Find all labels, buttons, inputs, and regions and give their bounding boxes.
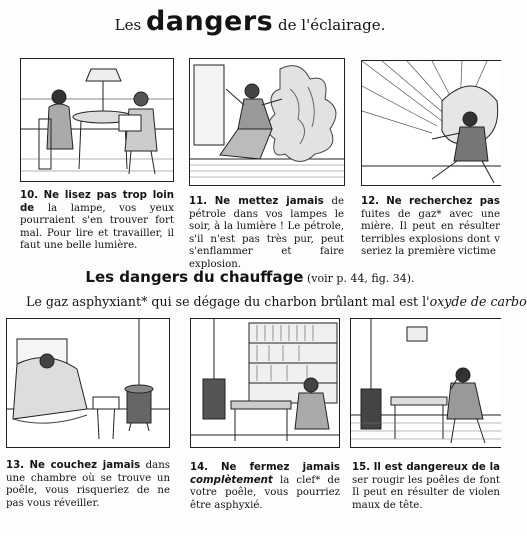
title-reference: (voir p. 44, fig. 34).: [306, 272, 415, 285]
caption-text: dans une chambre où se trouve un poêle, vous risqueriez de ne pas vous réveiller.: [6, 460, 170, 509]
intro-paragraph: [26, 294, 527, 309]
illustration-gas-explosion: [361, 60, 501, 186]
caption-bold-italic-text: complètement: [190, 474, 273, 486]
caption-bold-text: Ne lisez pas trop loin de: [20, 190, 174, 214]
intro-italic: oxyde de carbo: [429, 294, 527, 309]
caption-text: de pétrole dans vos lampes le soir, à la lumière ! Le pétrole, s'il n'est pas très pur, peut s'enflammer et faire explosion.: [189, 196, 344, 270]
caption-number: 14.: [190, 462, 209, 473]
caption-text: ser rougir les poêles de font Il peut en résulter de violen maux de tête.: [352, 474, 500, 511]
caption-13: [6, 460, 170, 510]
illustration-bedroom-stove: [6, 318, 170, 448]
caption-text: la lampe, vos yeux pourraient s'en trouver fort mal. Pour lire et travailler, il faut une belle lumière.: [20, 202, 174, 252]
caption-bold-text: Ne couchez jamais: [29, 460, 141, 471]
caption-10: [20, 190, 174, 253]
title-prefix: Les: [114, 16, 142, 34]
caption-bold-text: Ne recherchez pas: [386, 196, 500, 207]
caption-bold-text: Ne mettez jamais: [214, 196, 324, 207]
title-main: Les dangers du chauffage: [85, 268, 304, 286]
illustration-study-stove: [190, 318, 340, 448]
caption-number: 10.: [20, 190, 39, 201]
caption-12: [361, 196, 500, 258]
caption-number: 12.: [361, 196, 380, 207]
caption-14: [190, 462, 340, 512]
section-title-eclairage: [0, 6, 500, 37]
title-main: dangers: [145, 6, 274, 37]
caption-15: [352, 462, 500, 516]
intro-text: Le gaz asphyxiant* qui se dégage du charbon brûlant mal est l': [26, 294, 430, 309]
caption-text: fuites de gaz* avec une mière. Il peut en résulter terribles explosions dont v seriez la première victime: [361, 208, 500, 258]
caption-number: 15.: [352, 462, 371, 473]
illustration-red-stove: [350, 318, 501, 448]
caption-number: 13.: [6, 460, 25, 471]
illustration-petrol-fire: [189, 58, 345, 186]
caption-number: 11.: [189, 196, 208, 207]
illustration-lamp-reading: [20, 58, 174, 182]
caption-bold-text: Il est dangereux de la: [373, 462, 500, 473]
section-title-chauffage: [0, 268, 500, 286]
caption-bold-text: Ne fermez jamais: [220, 462, 340, 473]
caption-text: la clef* de votre poêle, vous pourriez être asphyxié.: [190, 474, 340, 511]
title-suffix: de l'éclairage.: [278, 16, 386, 34]
caption-11: [189, 196, 344, 272]
